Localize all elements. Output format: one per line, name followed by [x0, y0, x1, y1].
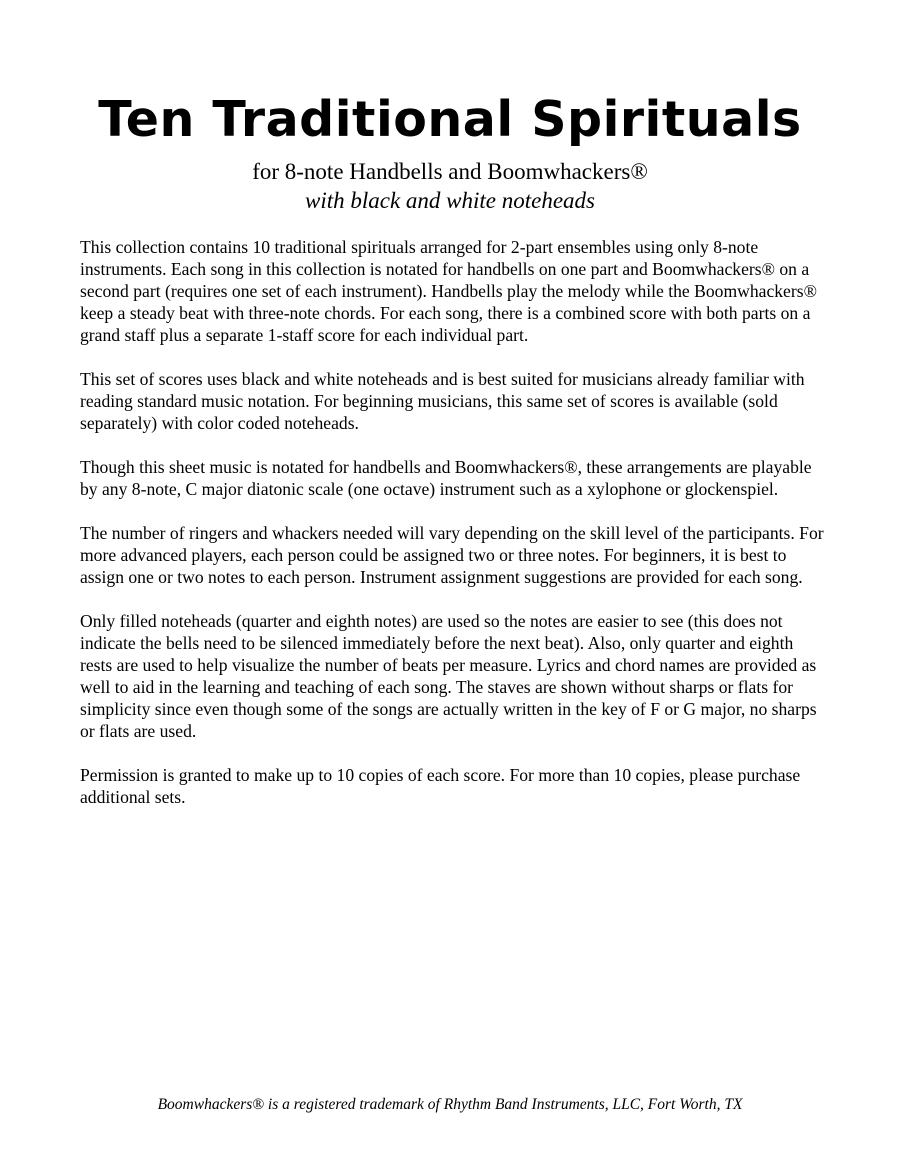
page-title: Ten Traditional Spirituals [98, 91, 802, 148]
page-subtitle: for 8-note Handbells and Boomwhackers® [252, 159, 648, 184]
paragraph-ringers: The number of ringers and whackers needed will vary depending on the skill level of the participants. For more advanced players, each person could be assigned two or three notes. For beginners, it is best to assign one or two notes to each person. Instrument assignment suggestions are provided for each song. [80, 523, 824, 587]
page-subtitle-italic: with black and white noteheads [304, 188, 595, 213]
body-text [80, 236, 825, 830]
trademark-footer: Boomwhackers® is a registered trademark of Rhythm Band Instruments, LLC, Fort Worth, TX [157, 1096, 743, 1113]
paragraph-notation: Only filled noteheads (quarter and eighth notes) are used so the notes are easier to see (this does not indicate the bells need to be silenced immediately before the next beat). Also, only quarter and eighth rests are used to help visualize the number of beats per measure. Lyrics and chord names are provided as well to aid in the learning and teaching of each song. The staves are shown without sharps or flats for simplicity since even though some of the songs are actually written in the key of F or G major, no sharps or flats are used. [80, 611, 817, 741]
paragraph-collection-overview: This collection contains 10 traditional spirituals arranged for 2-part ensembles using only 8-note instruments. Each song in this collection is notated for handbells on one part and Boomwhackers® on a second part (requires one set of each instrument). Handbells play the melody while the Boomwhackers® keep a steady beat with three-note chords. For each song, there is a combined score with both parts on a grand staff plus a separate 1-staff score for each individual part. [80, 237, 817, 345]
paragraph-instruments: Though this sheet music is notated for handbells and Boomwhackers®, these arrangements are playable by any 8-note, C major diatonic scale (one octave) instrument such as a xylophone or glockenspiel. [80, 457, 812, 499]
paragraph-permission: Permission is granted to make up to 10 copies of each score. For more than 10 copies, please purchase additional sets. [80, 765, 801, 807]
paragraph-noteheads: This set of scores uses black and white noteheads and is best suited for musicians already familiar with reading standard music notation. For beginning musicians, this same set of scores is available (sold separately) with color coded noteheads. [80, 369, 805, 433]
